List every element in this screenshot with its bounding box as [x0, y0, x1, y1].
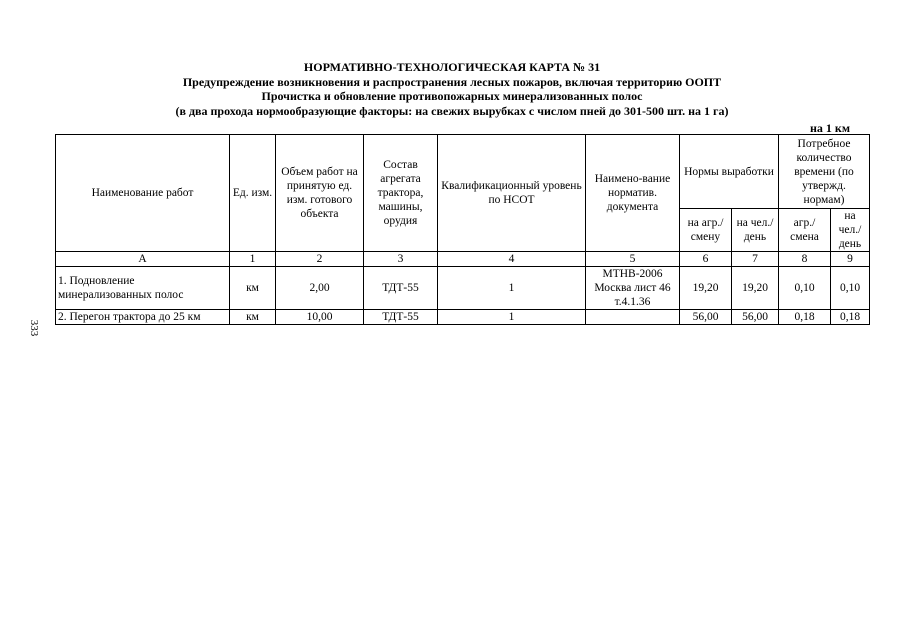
header-time-required: Потребное количество времени (по утвержд. нормам): [779, 135, 870, 209]
cell-work-name: 1. Подновление минерализованных полос: [56, 267, 230, 310]
cell-volume: 2,00: [276, 267, 364, 310]
cell-norm-person: 56,00: [732, 310, 779, 325]
norm-table: [55, 134, 870, 325]
column-number: 1: [230, 252, 276, 267]
unit-note: на 1 км: [809, 121, 850, 135]
cell-time-person: 0,18: [831, 310, 870, 325]
cell-document: [586, 310, 680, 325]
header-per-agg-shift: на агр./ смену: [680, 209, 732, 252]
cell-qualification: 1: [438, 310, 586, 325]
column-number: 3: [364, 252, 438, 267]
header-unit: Ед. изм.: [230, 135, 276, 252]
cell-time-agg: 0,18: [779, 310, 831, 325]
table-row: [56, 310, 870, 325]
cell-work-name: 2. Перегон трактора до 25 км: [56, 310, 230, 325]
title-line-3: Прочистка и обновление противопожарных минерализованных полос: [261, 89, 643, 103]
column-number: 7: [732, 252, 779, 267]
column-number: 8: [779, 252, 831, 267]
cell-qualification: 1: [438, 267, 586, 310]
column-number: 4: [438, 252, 586, 267]
cell-document: МТНВ-2006 Москва лист 46 т.4.1.36: [586, 267, 680, 310]
cell-norm-agg: 56,00: [680, 310, 732, 325]
cell-volume: 10,00: [276, 310, 364, 325]
cell-time-agg: 0,10: [779, 267, 831, 310]
header-person-day: на чел./ день: [831, 209, 870, 252]
header-composition: Состав агрегата трактора, машины, орудия: [364, 135, 438, 252]
header-volume: Объем работ на принятую ед. изм. готового объекта: [276, 135, 364, 252]
title-line-1: НОРМАТИВНО-ТЕХНОЛОГИЧЕСКАЯ КАРТА № 31: [303, 60, 601, 74]
column-number: 2: [276, 252, 364, 267]
column-number-row: [56, 252, 870, 267]
page-number: 333: [28, 319, 40, 337]
cell-unit: км: [230, 267, 276, 310]
header-document: Наимено-вание норматив. документа: [586, 135, 680, 252]
title-line-4: (в два прохода нормообразующие факторы: на свежих вырубках с числом пней до 301-500 шт. на 1 га): [175, 103, 729, 118]
table-row: [56, 267, 870, 310]
title-line-2: Предупреждение возникновения и распространения лесных пожаров, включая территорию ООПТ: [182, 74, 722, 89]
column-number: 9: [831, 252, 870, 267]
column-number: 5: [586, 252, 680, 267]
column-number: 6: [680, 252, 732, 267]
document-title: [0, 60, 904, 118]
cell-norm-agg: 19,20: [680, 267, 732, 310]
header-qualification: Квалификационный уровень по НСОТ: [438, 135, 586, 252]
column-number: А: [56, 252, 230, 267]
cell-time-person: 0,10: [831, 267, 870, 310]
cell-composition: ТДТ-55: [364, 267, 438, 310]
cell-norm-person: 19,20: [732, 267, 779, 310]
header-agg-shift: агр./ смена: [779, 209, 831, 252]
header-output-norms: Нормы выработки: [680, 135, 779, 209]
cell-composition: ТДТ-55: [364, 310, 438, 325]
header-work-name: Наименование работ: [56, 135, 230, 252]
header-per-person-day: на чел./ день: [732, 209, 779, 252]
cell-unit: км: [230, 310, 276, 325]
